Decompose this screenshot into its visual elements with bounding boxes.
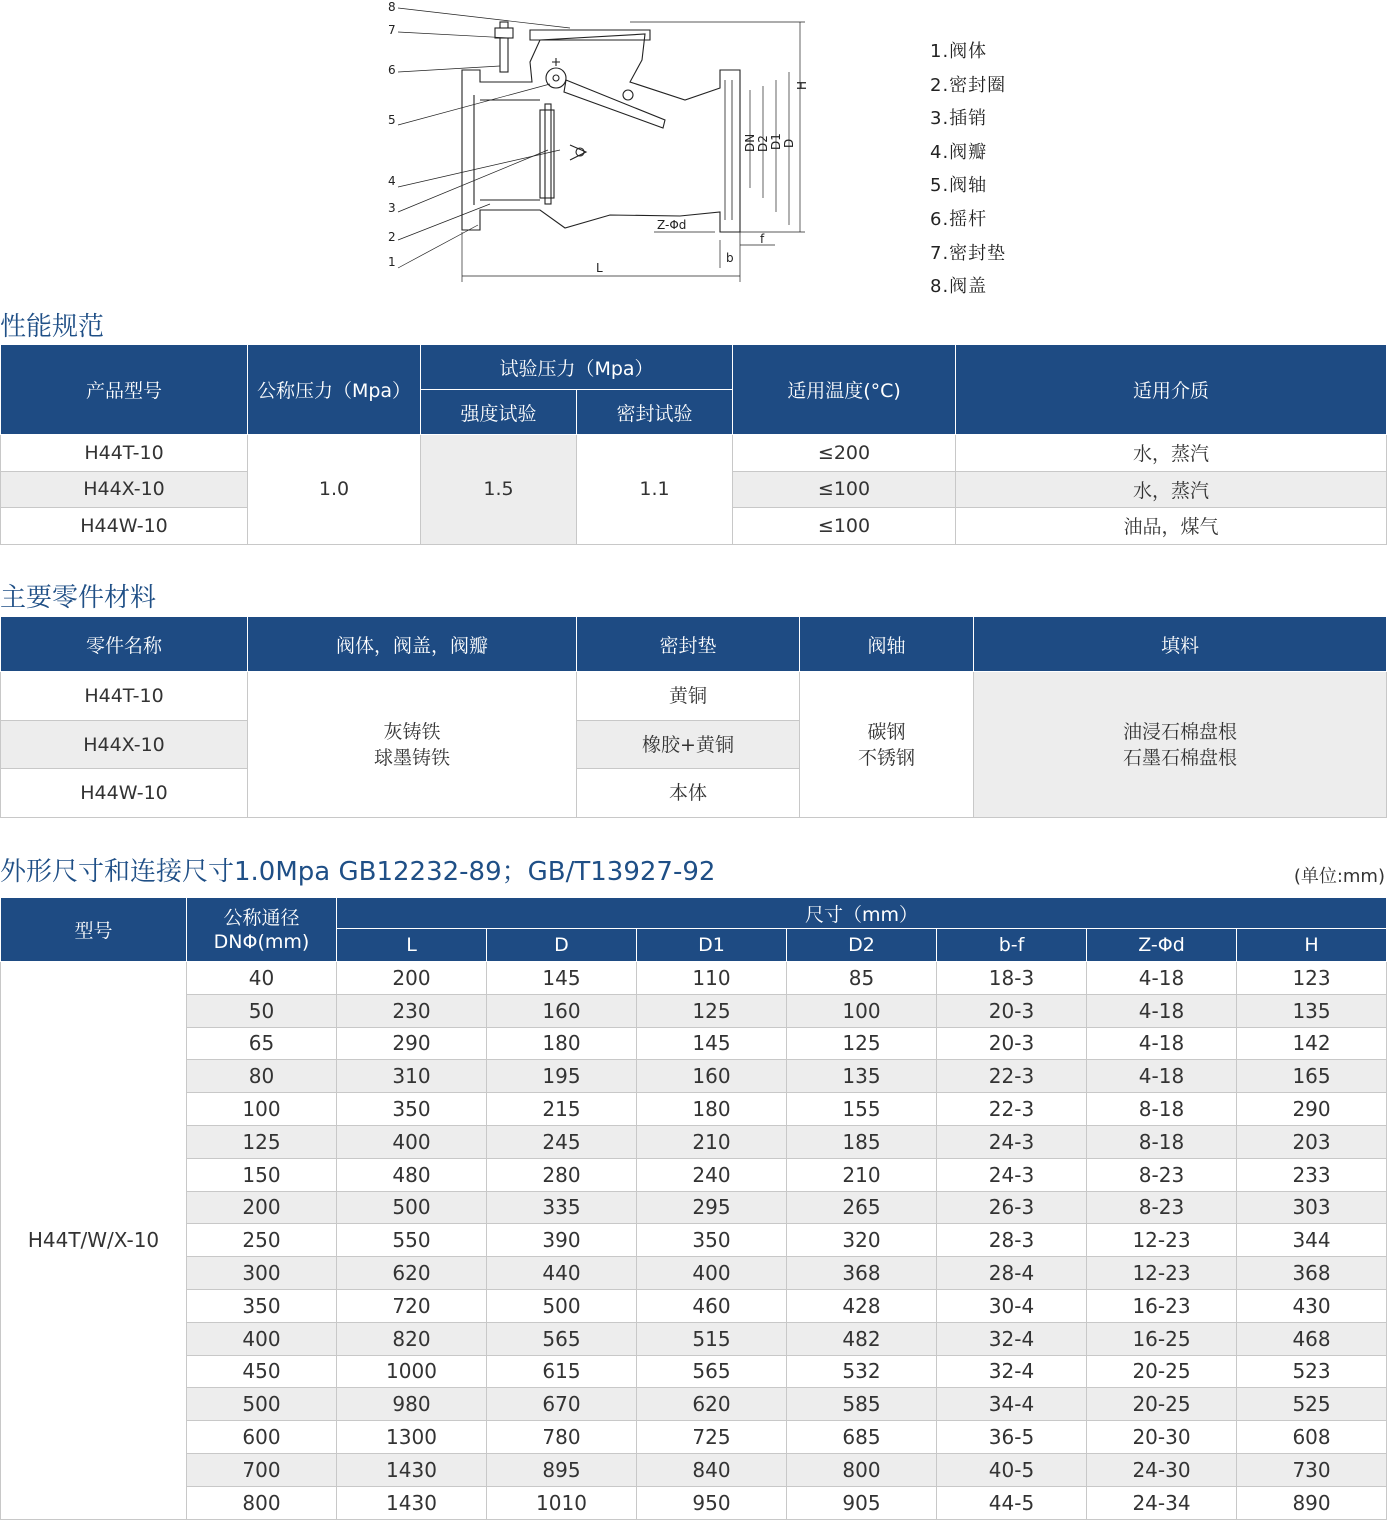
dim-H: H [795, 80, 809, 90]
materials-title: 主要零件材料 [0, 583, 157, 613]
size-cell: 482 [787, 1322, 937, 1355]
size-cell: 8-18 [1087, 1093, 1237, 1126]
dn-cell: 700 [187, 1453, 337, 1486]
dn-cell: 65 [187, 1027, 337, 1060]
dn-cell: 350 [187, 1289, 337, 1322]
strength-cell: 1.5 [421, 435, 577, 545]
col-nominal-diameter: 公称通径 DNΦ(mm) [187, 898, 337, 962]
size-cell: 210 [637, 1125, 787, 1158]
materials-table [0, 616, 1387, 818]
dn-cell: 40 [187, 962, 337, 995]
size-cell: 615 [487, 1355, 637, 1388]
size-cell: 1430 [337, 1453, 487, 1486]
size-cell: 8-23 [1087, 1191, 1237, 1224]
size-cell: 840 [637, 1453, 787, 1486]
gasket-cell: 本体 [577, 769, 800, 818]
size-cell: 26-3 [937, 1191, 1087, 1224]
table-row [1, 1060, 1387, 1093]
size-cell: 400 [337, 1125, 487, 1158]
table-row [1, 1421, 1387, 1454]
temp-cell: ≤100 [733, 471, 956, 508]
callout-8: 8 [388, 0, 396, 14]
size-cell: 28-4 [937, 1257, 1087, 1290]
performance-title: 性能规范 [0, 312, 105, 342]
size-cell: 670 [487, 1388, 637, 1421]
size-cell: 460 [637, 1289, 787, 1322]
size-cell: 950 [637, 1486, 787, 1519]
table-row [1, 1388, 1387, 1421]
col-temperature: 适用温度(°C) [733, 345, 956, 435]
size-cell: 523 [1237, 1355, 1387, 1388]
part-item: 6.摇杆 [930, 208, 988, 230]
size-cell: 28-3 [937, 1224, 1087, 1257]
size-cell: 34-4 [937, 1388, 1087, 1421]
size-cell: 215 [487, 1093, 637, 1126]
col-medium: 适用介质 [956, 345, 1387, 435]
table-row [1, 1027, 1387, 1060]
dim-D1: D1 [769, 133, 783, 150]
size-cell: 30-4 [937, 1289, 1087, 1322]
size-cell: 280 [487, 1158, 637, 1191]
dim-Z-d: Z-Φd [657, 218, 687, 232]
size-cell: 532 [787, 1355, 937, 1388]
callout-1: 1 [388, 255, 396, 269]
size-cell: 608 [1237, 1421, 1387, 1454]
size-cell: 335 [487, 1191, 637, 1224]
table-row [1, 1093, 1387, 1126]
size-cell: 8-23 [1087, 1158, 1237, 1191]
size-cell: 350 [637, 1224, 787, 1257]
size-cell: 20-25 [1087, 1355, 1237, 1388]
table-row [1, 1191, 1387, 1224]
size-cell: 368 [787, 1257, 937, 1290]
col-body: 阀体，阀盖，阀瓣 [248, 617, 577, 672]
size-cell: 24-34 [1087, 1486, 1237, 1519]
dn-cell: 125 [187, 1125, 337, 1158]
col-seal-test: 密封试验 [577, 390, 733, 435]
size-cell: 4-18 [1087, 1060, 1237, 1093]
part-item: 7.密封垫 [930, 242, 1007, 264]
model-cell: H44T/W/X-10 [1, 962, 187, 1520]
valve-section-drawing [380, 0, 820, 292]
size-cell: 145 [487, 962, 637, 995]
table-row [1, 1322, 1387, 1355]
callout-3: 3 [388, 201, 396, 215]
table-row [1, 1125, 1387, 1158]
col-test-pressure: 试验压力（Mpa） [421, 345, 733, 390]
size-cell: 145 [637, 1027, 787, 1060]
part-item: 1.阀体 [930, 41, 988, 62]
size-cell: 265 [787, 1191, 937, 1224]
size-cell: 24-3 [937, 1125, 1087, 1158]
size-cell: 515 [637, 1322, 787, 1355]
size-cell: 245 [487, 1125, 637, 1158]
size-cell: 195 [487, 1060, 637, 1093]
size-cell: 295 [637, 1191, 787, 1224]
part-item: 8.阀盖 [930, 276, 988, 298]
dim-L: L [596, 261, 603, 275]
size-cell: 290 [337, 1027, 487, 1060]
col-stem: 阀轴 [800, 617, 974, 672]
size-cell: 620 [637, 1388, 787, 1421]
size-cell: 550 [337, 1224, 487, 1257]
unit-note: (单位:mm) [1293, 866, 1385, 887]
col-l: L [337, 929, 487, 962]
size-cell: 310 [337, 1060, 487, 1093]
dn-cell: 100 [187, 1093, 337, 1126]
size-cell: 110 [637, 962, 787, 995]
size-cell: 620 [337, 1257, 487, 1290]
size-cell: 344 [1237, 1224, 1387, 1257]
size-cell: 468 [1237, 1322, 1387, 1355]
col-gasket: 密封垫 [577, 617, 800, 672]
callout-7: 7 [388, 23, 396, 37]
col-d2: D2 [787, 929, 937, 962]
size-cell: 12-23 [1087, 1224, 1237, 1257]
size-cell: 200 [337, 962, 487, 995]
size-cell: 320 [787, 1224, 937, 1257]
size-cell: 22-3 [937, 1093, 1087, 1126]
table-row [1, 1289, 1387, 1322]
pressure-cell: 1.0 [248, 435, 421, 545]
size-cell: 20-3 [937, 1027, 1087, 1060]
size-cell: 800 [787, 1453, 937, 1486]
model-cell: H44W-10 [1, 508, 248, 545]
medium-cell: 水，蒸汽 [956, 471, 1387, 508]
size-cell: 730 [1237, 1453, 1387, 1486]
size-cell: 1300 [337, 1421, 487, 1454]
size-cell: 16-23 [1087, 1289, 1237, 1322]
dn-cell: 80 [187, 1060, 337, 1093]
size-cell: 685 [787, 1421, 937, 1454]
size-cell: 160 [637, 1060, 787, 1093]
callout-5: 5 [388, 113, 396, 127]
part-item: 2.密封圈 [930, 74, 1007, 96]
part-item: 3.插销 [930, 108, 988, 130]
size-cell: 4-18 [1087, 994, 1237, 1027]
size-cell: 142 [1237, 1027, 1387, 1060]
size-cell: 905 [787, 1486, 937, 1519]
size-cell: 20-25 [1087, 1388, 1237, 1421]
model-cell: H44X-10 [1, 471, 248, 508]
size-cell: 895 [487, 1453, 637, 1486]
col-packing: 填料 [974, 617, 1387, 672]
size-cell: 8-18 [1087, 1125, 1237, 1158]
dn-cell: 50 [187, 994, 337, 1027]
size-cell: 24-30 [1087, 1453, 1237, 1486]
size-cell: 24-3 [937, 1158, 1087, 1191]
size-cell: 180 [487, 1027, 637, 1060]
size-cell: 290 [1237, 1093, 1387, 1126]
gasket-cell: 橡胶+黄铜 [577, 720, 800, 769]
size-cell: 180 [637, 1093, 787, 1126]
size-cell: 890 [1237, 1486, 1387, 1519]
size-cell: 240 [637, 1158, 787, 1191]
size-cell: 1000 [337, 1355, 487, 1388]
table-row [1, 1224, 1387, 1257]
medium-cell: 油品，煤气 [956, 508, 1387, 545]
size-cell: 32-4 [937, 1355, 1087, 1388]
performance-table [0, 344, 1387, 545]
model-cell: H44X-10 [1, 720, 248, 769]
dimensions-title: 外形尺寸和连接尺寸1.0Mpa GB12232-89；GB/T13927-92 [0, 857, 716, 887]
part-item: 5.阀轴 [930, 175, 988, 197]
temp-cell: ≤200 [733, 435, 956, 472]
dn-cell: 150 [187, 1158, 337, 1191]
size-cell: 100 [787, 994, 937, 1027]
callout-2: 2 [388, 230, 396, 244]
table-row [1, 1257, 1387, 1290]
size-cell: 4-18 [1087, 962, 1237, 995]
col-d: D [487, 929, 637, 962]
dn-cell: 450 [187, 1355, 337, 1388]
col-size-group: 尺寸（mm） [337, 898, 1387, 929]
size-cell: 20-3 [937, 994, 1087, 1027]
body-material-cell: 灰铸铁 球墨铸铁 [248, 672, 577, 818]
col-part-name: 零件名称 [1, 617, 248, 672]
size-cell: 565 [637, 1355, 787, 1388]
size-cell: 720 [337, 1289, 487, 1322]
gasket-cell: 黄铜 [577, 672, 800, 721]
col-d1: D1 [637, 929, 787, 962]
size-cell: 1430 [337, 1486, 487, 1519]
callout-4: 4 [388, 174, 396, 188]
dim-D: D [782, 138, 796, 148]
dim-D2: D2 [756, 135, 770, 152]
temp-cell: ≤100 [733, 508, 956, 545]
size-cell: 1010 [487, 1486, 637, 1519]
table-row [1, 962, 1387, 995]
col-model: 产品型号 [1, 345, 248, 435]
size-cell: 980 [337, 1388, 487, 1421]
size-cell: 303 [1237, 1191, 1387, 1224]
model-cell: H44T-10 [1, 672, 248, 721]
dn-cell: 200 [187, 1191, 337, 1224]
size-cell: 780 [487, 1421, 637, 1454]
size-cell: 20-30 [1087, 1421, 1237, 1454]
col-strength-test: 强度试验 [421, 390, 577, 435]
size-cell: 203 [1237, 1125, 1387, 1158]
dn-cell: 300 [187, 1257, 337, 1290]
dn-cell: 400 [187, 1322, 337, 1355]
size-cell: 44-5 [937, 1486, 1087, 1519]
table-row [1, 1355, 1387, 1388]
size-cell: 125 [637, 994, 787, 1027]
dim-b: b [726, 251, 734, 265]
size-cell: 430 [1237, 1289, 1387, 1322]
size-cell: 500 [337, 1191, 487, 1224]
table-row [1, 1486, 1387, 1519]
size-cell: 18-3 [937, 962, 1087, 995]
dimensions-table [0, 897, 1387, 1520]
stem-material-cell: 碳钢 不锈钢 [800, 672, 974, 818]
model-cell: H44T-10 [1, 435, 248, 472]
table-row [1, 994, 1387, 1027]
size-cell: 155 [787, 1093, 937, 1126]
size-cell: 368 [1237, 1257, 1387, 1290]
size-cell: 36-5 [937, 1421, 1087, 1454]
dn-cell: 800 [187, 1486, 337, 1519]
size-cell: 210 [787, 1158, 937, 1191]
packing-material-cell: 油浸石棉盘根 石墨石棉盘根 [974, 672, 1387, 818]
size-cell: 820 [337, 1322, 487, 1355]
size-cell: 16-25 [1087, 1322, 1237, 1355]
size-cell: 85 [787, 962, 937, 995]
size-cell: 480 [337, 1158, 487, 1191]
part-item: 4.阀瓣 [930, 141, 988, 163]
size-cell: 428 [787, 1289, 937, 1322]
size-cell: 32-4 [937, 1322, 1087, 1355]
size-cell: 135 [787, 1060, 937, 1093]
table-row [1, 1158, 1387, 1191]
size-cell: 233 [1237, 1158, 1387, 1191]
size-cell: 725 [637, 1421, 787, 1454]
col-b-f: b-f [937, 929, 1087, 962]
size-cell: 350 [337, 1093, 487, 1126]
size-cell: 525 [1237, 1388, 1387, 1421]
size-cell: 440 [487, 1257, 637, 1290]
size-cell: 4-18 [1087, 1027, 1237, 1060]
size-cell: 12-23 [1087, 1257, 1237, 1290]
size-cell: 565 [487, 1322, 637, 1355]
col-model: 型号 [1, 898, 187, 962]
size-cell: 165 [1237, 1060, 1387, 1093]
size-cell: 585 [787, 1388, 937, 1421]
callout-6: 6 [388, 63, 396, 77]
size-cell: 22-3 [937, 1060, 1087, 1093]
dim-DN: DN [743, 133, 757, 152]
size-cell: 40-5 [937, 1453, 1087, 1486]
dn-cell: 600 [187, 1421, 337, 1454]
dim-f: f [760, 232, 765, 246]
size-cell: 500 [487, 1289, 637, 1322]
size-cell: 390 [487, 1224, 637, 1257]
dn-cell: 250 [187, 1224, 337, 1257]
size-cell: 123 [1237, 962, 1387, 995]
size-cell: 125 [787, 1027, 937, 1060]
col-pressure: 公称压力（Mpa） [248, 345, 421, 435]
seal-cell: 1.1 [577, 435, 733, 545]
parts-list [930, 38, 1006, 307]
size-cell: 185 [787, 1125, 937, 1158]
size-cell: 135 [1237, 994, 1387, 1027]
table-row [1, 1453, 1387, 1486]
size-cell: 230 [337, 994, 487, 1027]
size-cell: 400 [637, 1257, 787, 1290]
size-cell: 160 [487, 994, 637, 1027]
dn-cell: 500 [187, 1388, 337, 1421]
model-cell: H44W-10 [1, 769, 248, 818]
col-h: H [1237, 929, 1387, 962]
col-z-d: Z-Φd [1087, 929, 1237, 962]
medium-cell: 水，蒸汽 [956, 435, 1387, 472]
